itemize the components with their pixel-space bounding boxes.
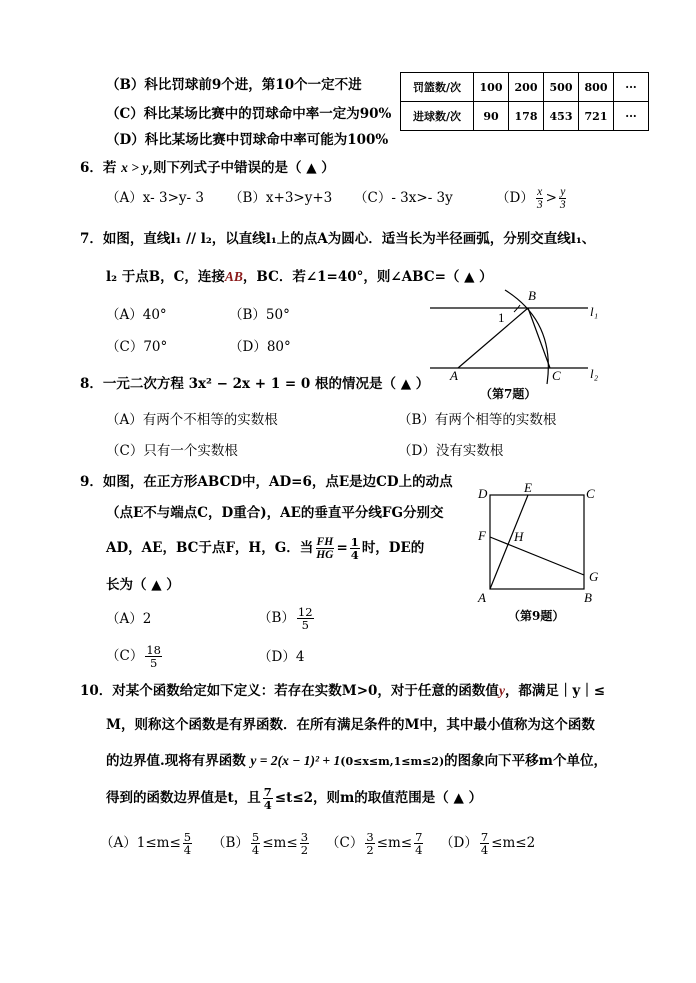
- q10-option-a: [100, 827, 194, 859]
- fraction: [183, 831, 192, 856]
- q6-option-a: （A）x- 3>y- 3: [106, 190, 204, 206]
- q10-option-b: [212, 827, 311, 859]
- fraction-denominator: 4: [183, 843, 192, 857]
- table-cell: 178: [509, 102, 544, 131]
- q10-stem-suffix: ，都满足｜y｜≤: [504, 683, 606, 699]
- fraction-numerator: 7: [480, 830, 489, 844]
- segment-fg: [490, 537, 584, 575]
- q10-stem-prefix: 得到的函数边界值是t，且: [106, 790, 261, 806]
- fraction: [414, 831, 423, 856]
- q10-stem-line1: [80, 682, 605, 700]
- option-text: ≤m≤2: [491, 835, 536, 851]
- table-cell: 453: [544, 102, 579, 131]
- fraction-numerator: FH: [316, 536, 334, 548]
- q9-stem-line2: （点E不与端点C，D重合)，AE的垂直平分线FG分别交: [106, 505, 444, 521]
- fraction: [251, 831, 260, 856]
- q8-option-d: （D）没有实数根: [398, 443, 504, 459]
- fraction-denominator: 4: [480, 843, 489, 857]
- q7-stem-prefix: l₂ 于点B，C，连接: [106, 269, 225, 285]
- table-row-label: 进球数/次: [401, 102, 474, 131]
- fraction-denominator: 4: [415, 843, 423, 857]
- q7-option-c: （C）70°: [106, 339, 168, 355]
- q10-stem-line3: [106, 752, 607, 771]
- label-c: C: [552, 368, 561, 383]
- q5-option-c: （C）科比某场比赛中的罚球命中率一定为90%: [106, 106, 392, 122]
- table-cell: 200: [509, 73, 544, 102]
- label-d: D: [478, 486, 488, 501]
- label-b: B: [528, 288, 536, 303]
- q10-stem-suffix: 的图象向下平移m个单位，: [444, 753, 607, 769]
- q10-stem-suffix: ≤t≤2，则m的取值范围是（ ▲ ）: [274, 790, 483, 806]
- q10-stem-prefix: 10．对某个函数给定如下定义：若存在实数M>0，对于任意的函数值: [80, 683, 499, 699]
- fraction-denominator: 4: [350, 548, 359, 562]
- q10-domain-condition: (0≤x≤m,1≤m≤2): [340, 755, 445, 768]
- q7-segment-ab: AB: [224, 269, 243, 284]
- q10-stem-line4: [106, 782, 482, 814]
- fraction-numerator: 7: [415, 830, 423, 844]
- square-abcd: [490, 495, 584, 589]
- q6-option-c: （C）- 3x>- 3y: [354, 190, 453, 206]
- table-cell: 500: [544, 73, 579, 102]
- option-label: （B）: [212, 835, 249, 851]
- q9-caption: （第9题）: [508, 609, 565, 623]
- table-cell: 90: [474, 102, 509, 131]
- fraction-numerator: 3: [300, 830, 309, 844]
- label-angle-1: 1: [498, 310, 505, 325]
- fraction-numerator: 18: [146, 643, 161, 657]
- fraction-numerator: x: [537, 186, 543, 198]
- fraction-numerator: 7: [263, 785, 272, 799]
- fraction-denominator: 4: [251, 843, 260, 857]
- q7-option-d: （D）80°: [229, 339, 291, 355]
- table-cell: ···: [614, 73, 649, 102]
- label-h: H: [514, 529, 524, 544]
- label-l1: l₁: [590, 304, 599, 319]
- label-f: F: [478, 528, 486, 543]
- label-e: E: [524, 480, 532, 495]
- fraction-denominator: 5: [301, 618, 309, 632]
- q7-option-a: （A）40°: [106, 307, 167, 323]
- q6-stem-prefix: 6．若: [80, 160, 117, 176]
- fraction-denominator: 5: [150, 656, 158, 670]
- fraction-denominator: HG: [316, 549, 334, 561]
- q8-option-b: （B）有两个相等的实数根: [398, 412, 557, 428]
- q7-caption: （第7题）: [480, 387, 537, 401]
- fraction: [365, 831, 374, 856]
- q5-option-d: （D）科比某场比赛中罚球命中率可能为100%: [106, 132, 389, 148]
- q9-stem-line4: 长为（ ▲ ）: [106, 577, 180, 593]
- option-text: ≤m≤: [376, 835, 413, 851]
- q10-option-c: [326, 827, 425, 859]
- q10-option-d: [440, 827, 535, 859]
- fraction-numerator: 12: [297, 605, 313, 619]
- option-text: ≤m≤: [262, 835, 298, 851]
- q6-option-d-label: （D）: [496, 190, 534, 206]
- q10-stem-line2: M，则称这个函数是有界函数．在所有满足条件的M中，其中最小值称为这个函数: [106, 717, 595, 733]
- fraction: [263, 786, 273, 811]
- q6-stem-suffix: ,则下列式子中错误的是（ ▲ ）: [148, 160, 335, 176]
- operator: >: [545, 190, 557, 206]
- option-label: （C）: [326, 835, 364, 851]
- option-label: （D）: [440, 835, 478, 851]
- q9-stem-line1: 9．如图，在正方形ABCD中，AD=6，点E是边CD上的动点: [80, 474, 453, 490]
- option-text: （A）1≤m≤: [100, 835, 181, 851]
- q10-stem-prefix: 的边界值.现将有界函数: [106, 753, 246, 769]
- fraction-denominator: 2: [366, 843, 374, 857]
- q9-option-d: （D）4: [258, 649, 305, 665]
- label-b: B: [584, 590, 592, 605]
- q9-option-a: （A）2: [106, 611, 152, 627]
- q8-option-c: （C）只有一个实数根: [106, 443, 238, 459]
- operator: =: [336, 540, 348, 556]
- q10-formula: y = 2(x − 1)² + 1: [250, 753, 341, 768]
- table-cell: 100: [474, 73, 509, 102]
- fraction-numerator: 5: [183, 830, 192, 844]
- option-label: （C）: [106, 648, 144, 664]
- q8-stem: 8．一元二次方程 3x² − 2x + 1 = 0 根的情况是（ ▲ ）: [80, 376, 430, 392]
- q7-stem-line1: 7．如图，直线l₁ // l₂，以直线l₁上的点A为圆心．适当长为半径画弧，分别交直线l₁、: [80, 231, 596, 247]
- q7-stem-suffix: ，BC．若∠1=40°，则∠ABC=（ ▲ ）: [242, 269, 493, 285]
- q7-option-b: （B）50°: [229, 307, 290, 323]
- q8-option-a: （A）有两个不相等的实数根: [106, 412, 278, 428]
- q6-option-b: （B）x+3>y+3: [229, 190, 333, 206]
- fraction-denominator: 3: [559, 199, 566, 211]
- fraction-numerator: 3: [366, 830, 374, 844]
- label-a: A: [478, 590, 486, 605]
- fraction-denominator: 4: [263, 798, 272, 812]
- q9-stem-suffix: 时，DE的: [361, 540, 425, 556]
- label-a: A: [450, 368, 458, 383]
- q9-stem-prefix: AD，AE，BC于点F，H，G．当: [106, 540, 314, 556]
- label-l2: l₂: [590, 366, 599, 381]
- fraction-numerator: 1: [350, 535, 359, 549]
- table-cell: ···: [614, 102, 649, 131]
- option-label: （B）: [258, 610, 295, 626]
- q6-condition: x > y: [121, 160, 149, 175]
- fraction: [300, 831, 309, 856]
- fraction: [480, 831, 489, 856]
- label-g: G: [589, 569, 599, 584]
- table-row-label: 罚篮数/次: [401, 73, 474, 102]
- label-c: C: [586, 486, 595, 501]
- table-cell: 800: [579, 73, 614, 102]
- table-cell: 721: [579, 102, 614, 131]
- fraction-numerator: 5: [251, 830, 260, 844]
- fraction-denominator: 2: [300, 843, 309, 857]
- fraction-denominator: 3: [536, 199, 543, 211]
- fraction-numerator: y: [560, 186, 566, 198]
- q10-variable-y: y: [498, 683, 505, 698]
- q5-option-b: （B）科比罚球前9个进，第10个一定不进: [106, 77, 362, 93]
